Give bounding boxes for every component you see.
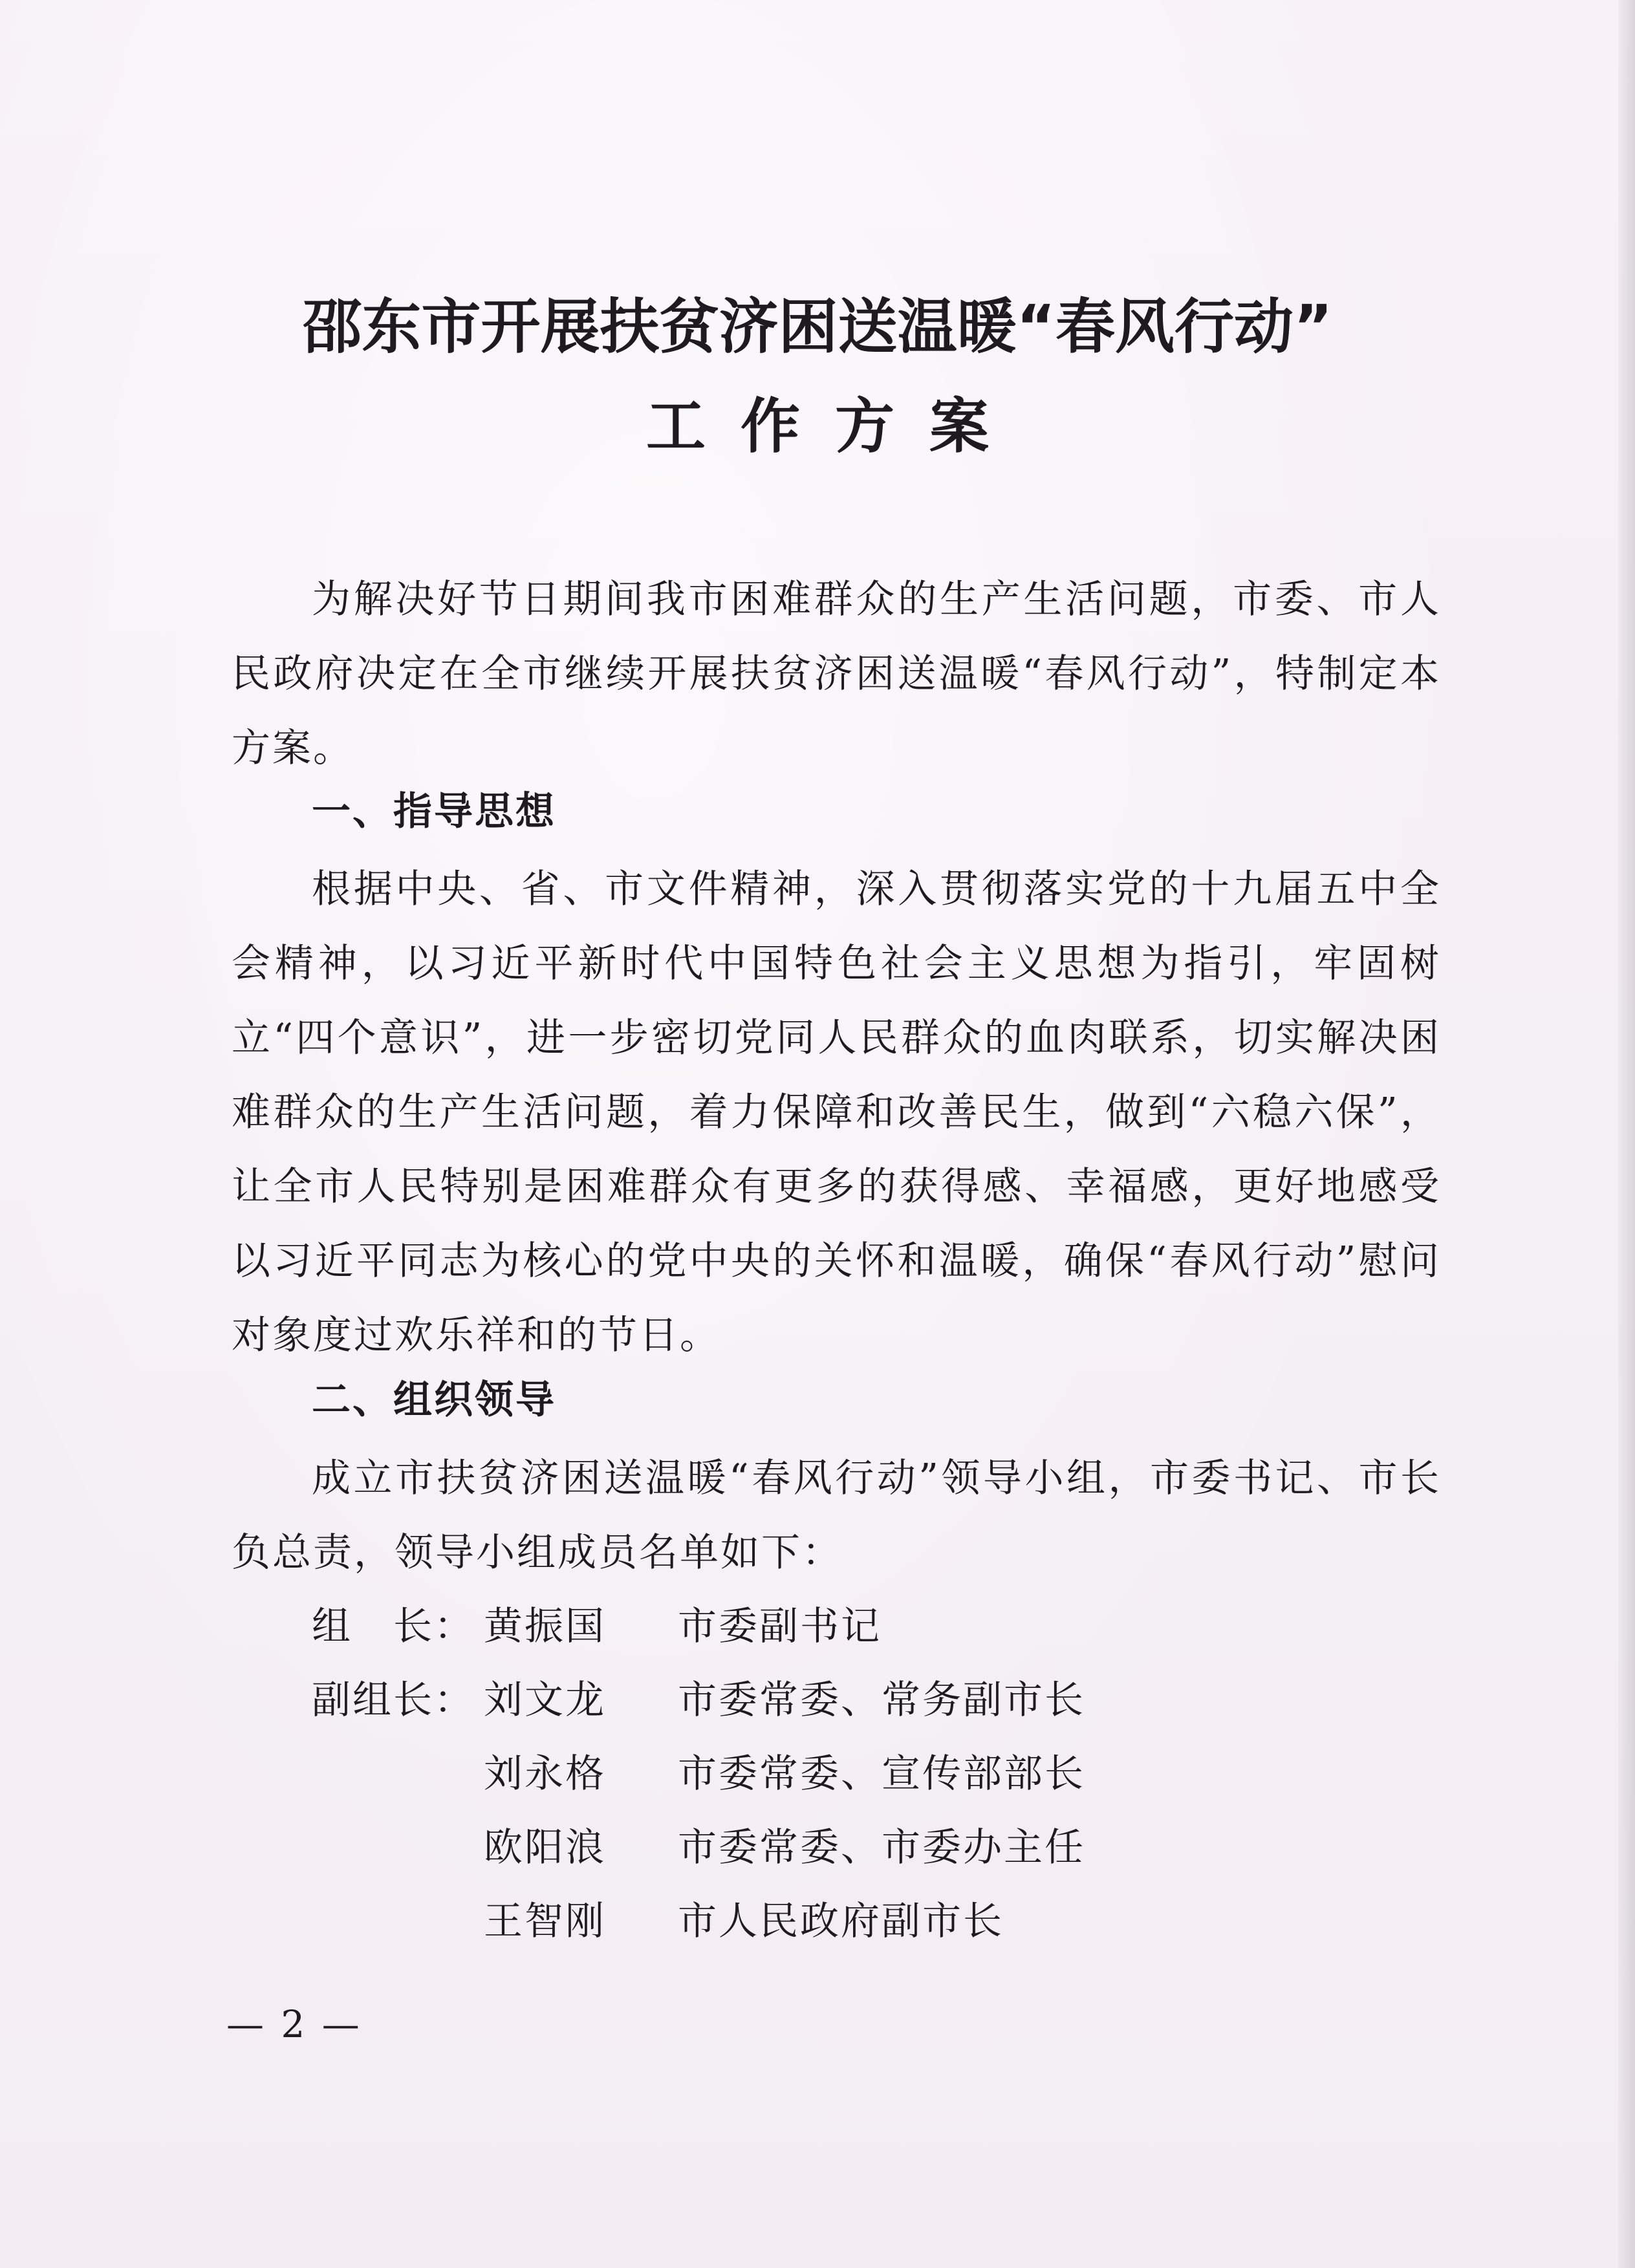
member-name: 刘文龙 [484,1678,606,1723]
member-name: 王智刚 [484,1899,606,1944]
guiding-thought-paragraph: 根据中央、省、市文件精神，深入贯彻落实党的十九届五中全会精神，以习近平新时代中国特色社会主义思想为指引，牢固树立“四个意识”，进一步密切党同人民群众的血肉联系，切实解决困难群众的生产生活问题，着力保障和改善民生，做到“六稳六保”，让全市人民特别是困难群众有更多的获得感、幸福感，更好地感受以习近平同志为核心的党中央的关怀和温暖，确保“春风行动”慰问对象度过欢乐祥和的节日。 [232,867,1441,1358]
section-heading-organization: 二、组织领导 [312,1377,556,1423]
intro-paragraph: 为解决好节日期间我市困难群众的生产生活问题，市委、市人民政府决定在全市继续开展扶贫济困送温暖“春风行动”，特制定本方案。 [232,577,1441,771]
member-title: 市人民政府副市长 [678,1899,1004,1944]
member-title: 市委常委、常务副市长 [678,1678,1085,1723]
member-title: 市委常委、宣传部部长 [678,1751,1085,1797]
member-name: 欧阳浪 [484,1825,606,1870]
member-role: 组 长： [312,1604,475,1649]
document-title-line-1: 邵东市开展扶贫济困送温暖“春风行动” [302,292,1333,362]
section-heading-guiding-thought: 一、指导思想 [312,789,556,834]
member-name: 黄振国 [484,1604,606,1649]
member-title: 市委副书记 [678,1604,882,1649]
member-name: 刘永格 [484,1751,606,1797]
member-title: 市委常委、市委办主任 [678,1825,1085,1870]
document-title-line-2: 工作方案 [645,392,1024,461]
page-number: — 2 — [226,2002,362,2046]
member-role: 副组长： [312,1678,475,1723]
organization-paragraph: 成立市扶贫济困送温暖“春风行动”领导小组，市委书记、市长负总责，领导小组成员名单如下： [232,1456,1441,1575]
